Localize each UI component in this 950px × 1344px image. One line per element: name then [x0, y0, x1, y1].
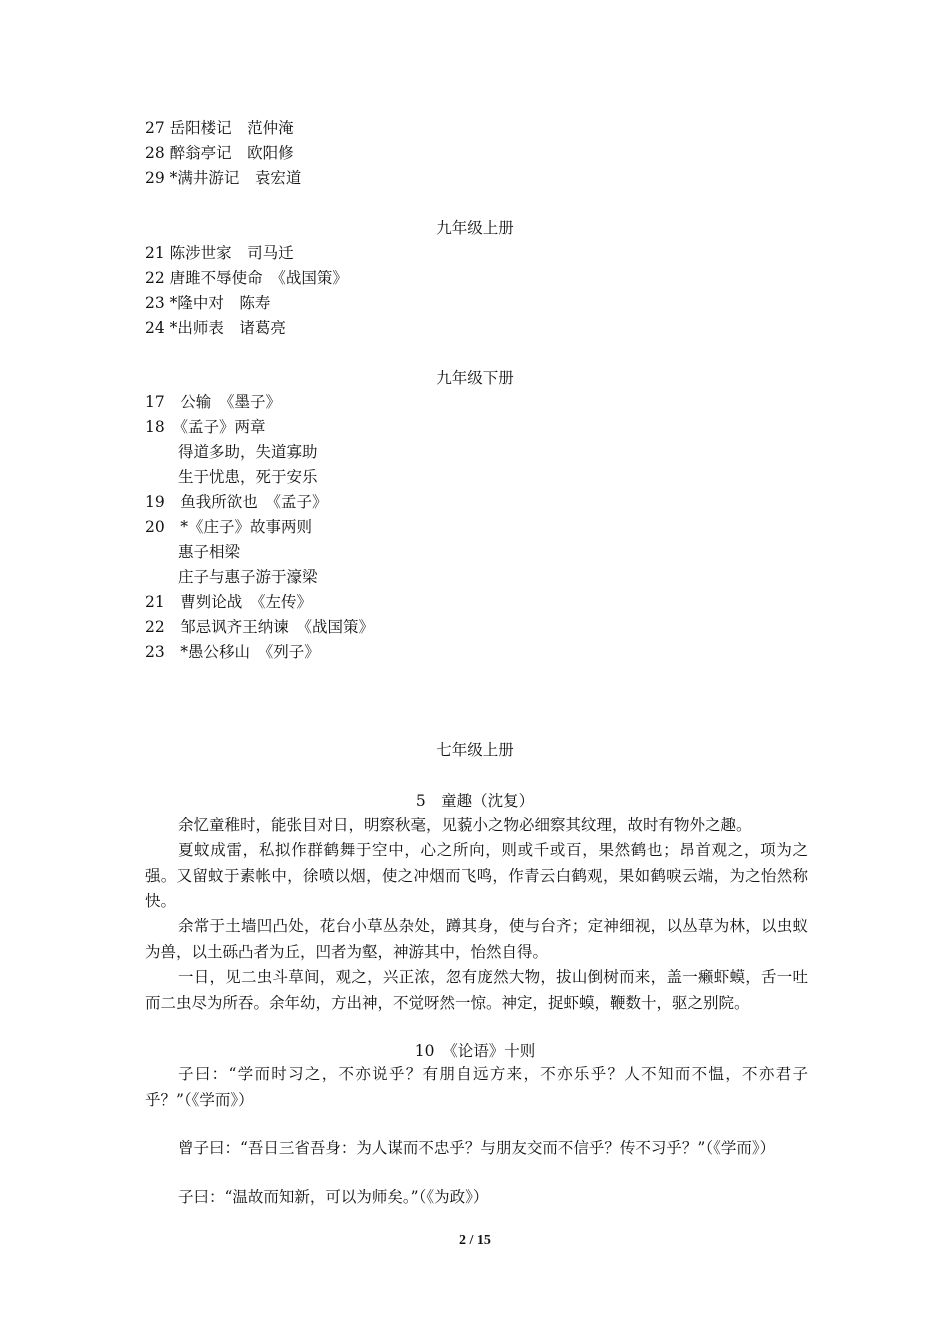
list-subitem: 惠子相梁 — [178, 543, 241, 561]
list-item: 21 陈涉世家 司马迁 — [145, 244, 294, 262]
list-item: 22 唐雎不辱使命 《战国策》 — [145, 269, 348, 287]
lesson-title: 5 童趣（沈复） — [415, 792, 535, 810]
paragraph: 子曰：“温故而知新，可以为师矣。”（《为政》） — [178, 1188, 489, 1206]
list-item: 19 鱼我所欲也 《孟子》 — [145, 493, 328, 511]
list-subitem: 得道多助，失道寡助 — [178, 443, 318, 461]
list-item: 23 *愚公移山 《列子》 — [145, 643, 320, 661]
list-item: 24 *出师表 诸葛亮 — [145, 319, 286, 337]
paragraph: 子曰：“学而时习之，不亦说乎？有朋自远方来，不亦乐乎？人不知而不愠，不亦君子乎？”（《学而》） — [145, 1065, 808, 1109]
list-item: 17 公输 《墨子》 — [145, 393, 281, 411]
list-item: 28 醉翁亭记 欧阳修 — [145, 144, 294, 162]
list-subitem: 庄子与惠子游于濠梁 — [178, 568, 318, 586]
list-item: 27 岳阳楼记 范仲淹 — [145, 119, 294, 137]
paragraph: 曾子曰：“吾日三省吾身：为人谋而不忠乎？与朋友交而不信乎？传不习乎？”（《学而》） — [178, 1139, 776, 1157]
lesson-title: 10 《论语》十则 — [414, 1042, 536, 1060]
list-item: 18 《孟子》两章 — [145, 418, 266, 436]
paragraph: 夏蚊成雷，私拟作群鹤舞于空中，心之所向，则或千或百，果然鹤也；昂首观之，项为之强。又留蚊于素帐中，徐喷以烟，使之冲烟而飞鸣，作青云白鹤观，果如鹤唳云端，为之怡然称快。 — [145, 841, 808, 910]
section-heading-grade7-up: 七年级上册 — [436, 741, 514, 759]
list-subitem: 生于忧患，死于安乐 — [178, 468, 318, 486]
section-heading-grade9-down: 九年级下册 — [436, 369, 514, 387]
paragraph: 余忆童稚时，能张目对日，明察秋毫，见藐小之物必细察其纹理，故时有物外之趣。 — [178, 816, 752, 834]
paragraph: 一日，见二虫斗草间，观之，兴正浓，忽有庞然大物，拔山倒树而来，盖一癞虾蟆，舌一吐而二虫尽为所吞。余年幼，方出神，不觉呀然一惊。神定，捉虾蟆，鞭数十，驱之别院。 — [145, 968, 808, 1012]
paragraph: 余常于土墙凹凸处，花台小草丛杂处，蹲其身，使与台齐；定神细视，以丛草为林，以虫蚁为兽，以土砾凸者为丘，凹者为壑，神游其中，怡然自得。 — [145, 917, 808, 961]
list-item: 29 *满井游记 袁宏道 — [145, 169, 302, 187]
page-number: 2 / 15 — [459, 1233, 491, 1248]
list-item: 20 *《庄子》故事两则 — [145, 518, 312, 536]
list-item: 22 邹忌讽齐王纳谏 《战国策》 — [145, 618, 374, 636]
list-item: 23 *隆中对 陈寿 — [145, 294, 271, 312]
section-heading-grade9-up: 九年级上册 — [436, 219, 514, 237]
list-item: 21 曹刿论战 《左传》 — [145, 593, 312, 611]
